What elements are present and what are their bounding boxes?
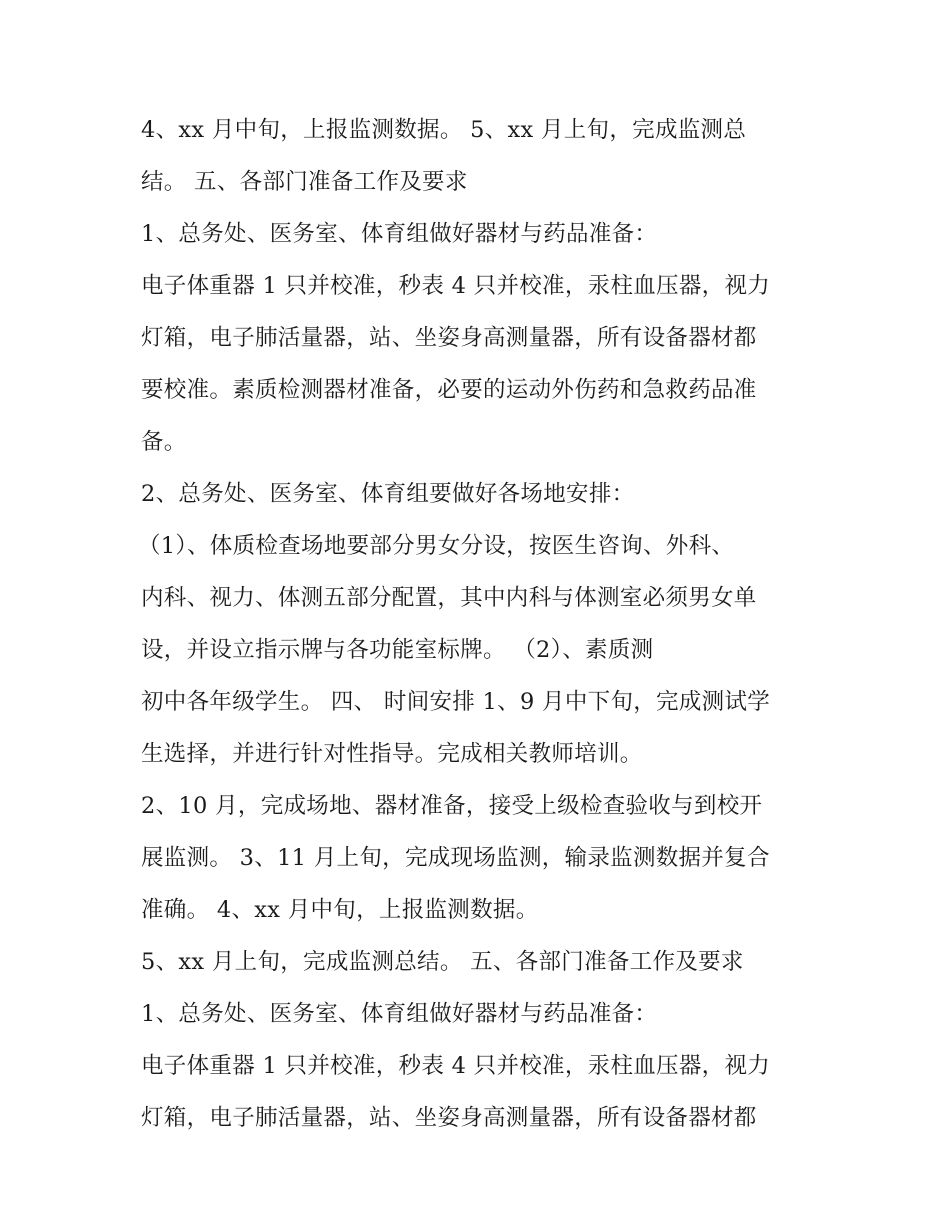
text-line-4: 电子体重器 1 只并校准，秒表 4 只并校准，汞柱血压器，视力 [141,273,771,299]
text-line-18: 1、总务处、医务室、体育组做好器材与药品准备： [141,1001,658,1027]
text-line-2: 结。 五、各部门准备工作及要求 [141,169,468,195]
text-line-16: 准确。 4、xx 月中旬，上报监测数据。 [141,897,539,923]
text-line-1: 4、xx 月中旬，上报监测数据。 5、xx 月上旬，完成监测总 [141,117,747,143]
text-line-6: 要校准。素质检测器材准备，必要的运动外伤药和急救药品准 [141,377,757,403]
text-line-13: 生选择，并进行针对性指导。完成相关教师培训。 [141,741,643,767]
text-line-20: 灯箱，电子肺活量器，站、坐姿身高测量器，所有设备器材都 [141,1105,757,1131]
text-line-8: 2、总务处、医务室、体育组要做好各场地安排： [141,481,635,507]
text-line-9: （1）、体质检查场地要部分男女分设，按医生咨询、外科、 [138,533,735,559]
text-line-5: 灯箱，电子肺活量器，站、坐姿身高测量器，所有设备器材都 [141,325,757,351]
text-line-17: 5、xx 月上旬，完成监测总结。 五、各部门准备工作及要求 [141,949,744,975]
text-line-19: 电子体重器 1 只并校准，秒表 4 只并校准，汞柱血压器，视力 [141,1053,771,1079]
text-line-14: 2、10 月，完成场地、器材准备，接受上级检查验收与到校开 [141,793,763,819]
text-line-12: 初中各年级学生。 四、 时间安排 1、9 月中下旬，完成测试学 [141,689,771,715]
text-line-15: 展监测。 3、11 月上旬，完成现场监测，输录监测数据并复合 [141,845,770,871]
text-line-11: 设，并设立指示牌与各功能室标牌。 （2）、素质测 [141,637,654,663]
text-line-3: 1、总务处、医务室、体育组做好器材与药品准备： [141,221,658,247]
text-line-10: 内科、视力、体测五部分配置，其中内科与体测室必须男女单 [141,585,757,611]
text-line-7: 备。 [141,429,187,455]
